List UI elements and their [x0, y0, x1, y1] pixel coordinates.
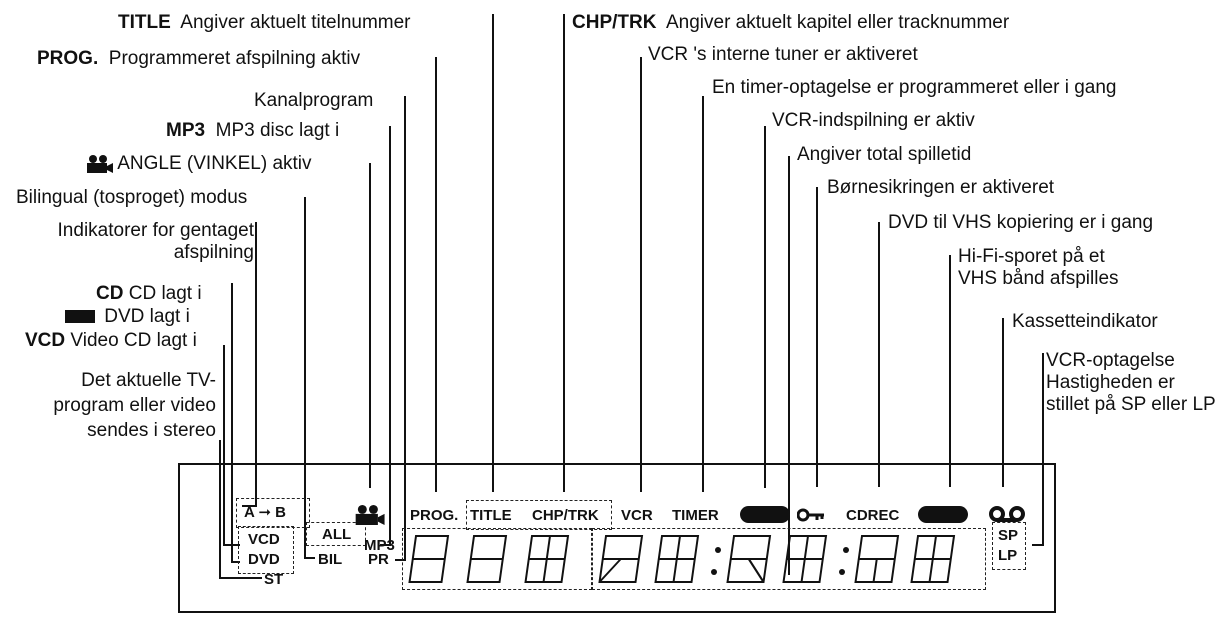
vcd-key: VCD	[25, 330, 66, 351]
digit-2	[468, 536, 506, 582]
dvd-vhs-annotation: DVD til VHS kopiering er i gang	[888, 212, 1154, 233]
mp3-desc: MP3 disc lagt i	[215, 120, 340, 141]
digit-7	[784, 536, 826, 582]
chp-desc: Angiver aktuelt kapitel eller tracknummer	[665, 12, 1010, 33]
child-lock-annotation: Børnesikringen er aktiveret	[827, 177, 1055, 198]
timer-indicator: TIMER	[672, 507, 719, 524]
colon-dot	[715, 547, 721, 553]
vcd-indicator: VCD	[248, 531, 280, 548]
colon-dot	[711, 569, 717, 575]
mp3-indicator: MP3	[364, 537, 395, 554]
colon-dot	[839, 569, 845, 575]
stereo-annotation: Det aktuelle TV-program eller video sendes i stereo	[53, 370, 216, 441]
vcr-tuner-annotation: VCR 's interne tuner er aktiveret	[648, 44, 918, 65]
mp3-key: MP3	[166, 120, 206, 141]
title-key: TITLE	[118, 12, 171, 33]
chp-key: CHP/TRK	[572, 12, 657, 33]
hifi-annotation: Hi-Fi-sporet på et VHS bånd afspilles	[958, 246, 1119, 289]
prog-desc: Programmeret afspilning aktiv	[108, 48, 361, 69]
digit-6	[728, 536, 770, 582]
dvd-indicator: DVD	[248, 551, 280, 568]
lp-indicator: LP	[998, 547, 1018, 564]
rec-annotation: VCR-indspilning er aktiv	[772, 110, 975, 131]
all-indicator: ALL	[322, 526, 352, 543]
speed-annotation: VCR-optagelse Hastigheden er stillet på SP eller LP	[1046, 350, 1216, 415]
digit-5	[656, 536, 698, 582]
prog-key: PROG.	[37, 48, 99, 69]
colon-dot	[843, 547, 849, 553]
dvd-desc: DVD lagt i	[104, 306, 190, 327]
cdrec-indicator: CDREC	[846, 507, 900, 524]
repeat-annotation: Indikatorer for gentaget afspilning	[57, 220, 254, 263]
pr-indicator: PR	[368, 551, 389, 568]
ab-indicator: A ➞ B	[244, 504, 287, 521]
kanal-annotation: Kanalprogram	[254, 90, 374, 111]
vcr-indicator: VCR	[621, 507, 653, 524]
bil-indicator: BIL	[318, 551, 343, 568]
timer-annotation: En timer-optagelse er programmeret eller i gang	[712, 77, 1117, 98]
cassette-annotation: Kassetteindikator	[1012, 311, 1158, 332]
title-indicator: TITLE	[470, 507, 512, 524]
title-desc: Angiver aktuelt titelnummer	[180, 12, 411, 33]
angle-desc: ANGLE (VINKEL) aktiv	[117, 153, 312, 174]
digit-4	[600, 536, 642, 582]
bilingual-annotation: Bilingual (tosproget) modus	[16, 187, 248, 208]
prog-indicator: PROG.	[410, 507, 459, 524]
digit-3	[526, 536, 568, 582]
total-time-annotation: Angiver total spilletid	[797, 144, 972, 165]
cd-desc: CD lagt i	[128, 283, 202, 304]
st-indicator: ST	[264, 571, 284, 588]
vcd-desc: Video CD lagt i	[70, 330, 197, 351]
digit-8	[856, 536, 898, 582]
chp-indicator: CHP/TRK	[532, 507, 599, 524]
digit-9	[912, 536, 954, 582]
sp-indicator: SP	[998, 527, 1019, 544]
digit-1	[410, 536, 448, 582]
cd-key: CD	[96, 283, 124, 304]
